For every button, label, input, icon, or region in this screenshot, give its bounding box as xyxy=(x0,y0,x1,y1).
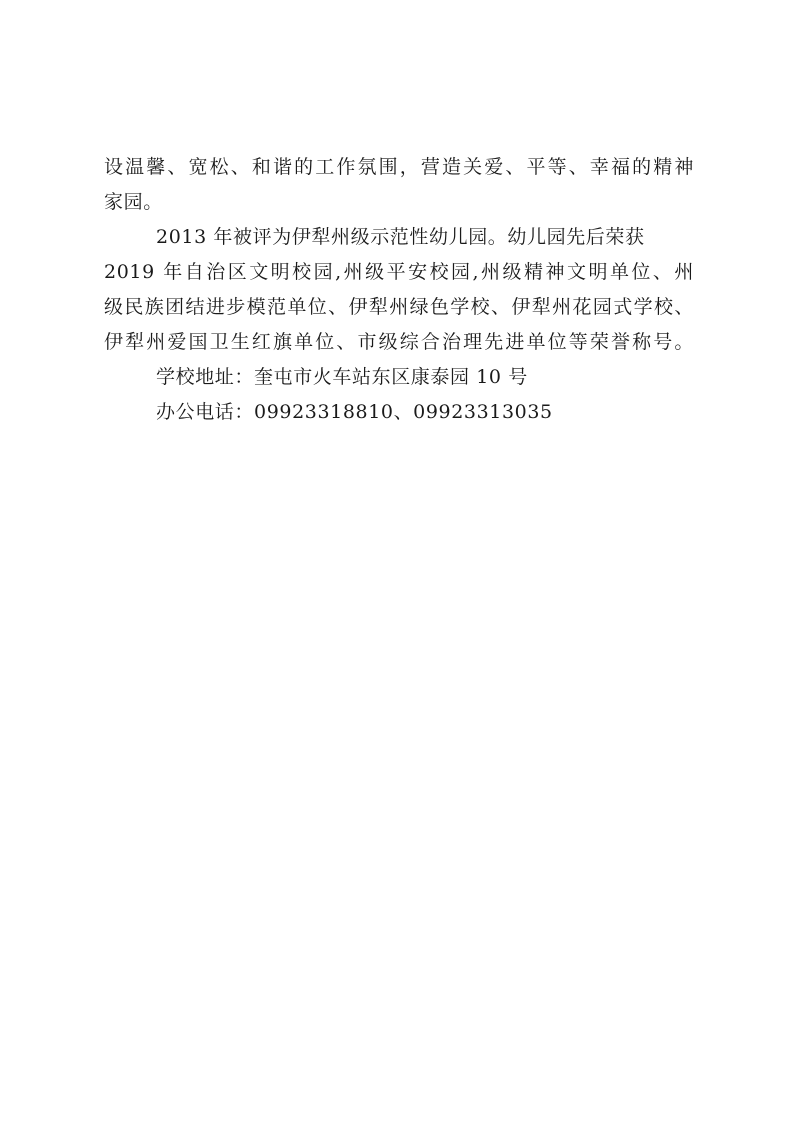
paragraph-1-line-2: 家园。 xyxy=(104,191,163,213)
paragraph-2-line-2: 2019 年自治区文明校园,州级平安校园,州级精神文明单位、州 xyxy=(104,261,694,283)
paragraph-2-line-4: 伊犁州爱国卫生红旗单位、市级综合治理先进单位等荣誉称号。 xyxy=(104,331,694,353)
office-phone: 办公电话：09923318810、09923313035 xyxy=(156,401,553,423)
document-body xyxy=(104,150,694,430)
paragraph-2-line-3: 级民族团结进步模范单位、伊犁州绿色学校、伊犁州花园式学校、 xyxy=(104,296,694,318)
school-address: 学校地址：奎屯市火车站东区康泰园 10 号 xyxy=(156,366,528,388)
paragraph-1-line-1: 设温馨、宽松、和谐的工作氛围，营造关爱、平等、幸福的精神 xyxy=(104,156,694,178)
paragraph-2-line-1: 2013 年被评为伊犁州级示范性幼儿园。幼儿园先后荣获 xyxy=(156,226,645,248)
